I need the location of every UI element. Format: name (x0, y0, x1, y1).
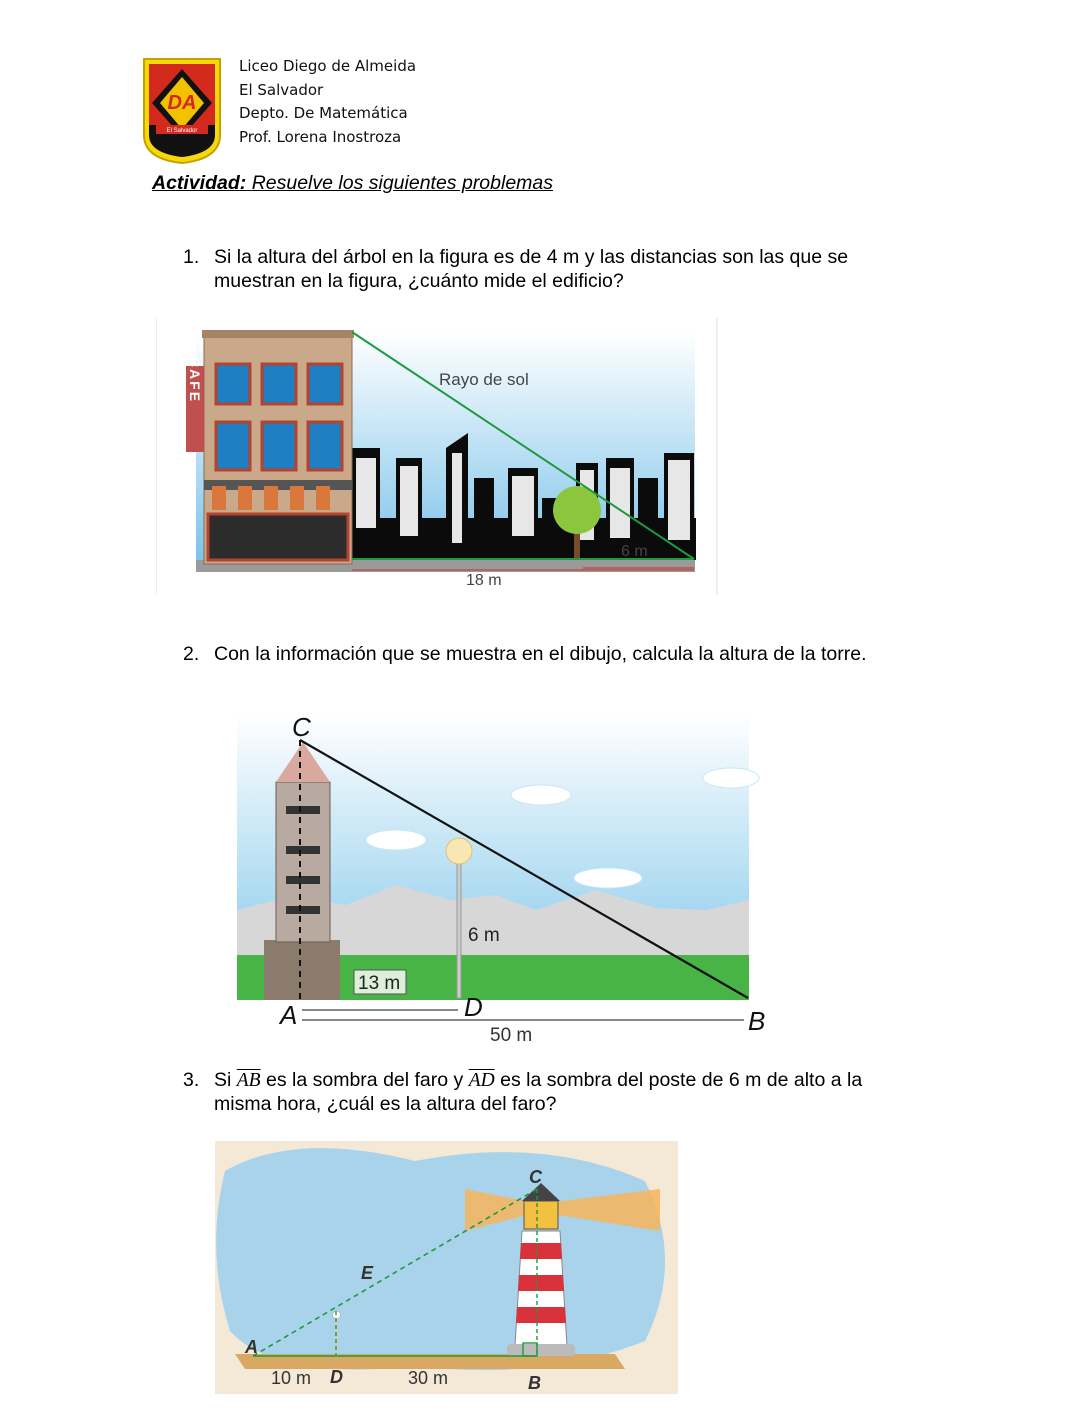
point-a: A (245, 1337, 258, 1357)
teacher: Prof. Lorena Inostroza (239, 127, 402, 146)
problem-2-text: Con la información que se muestra en el dibujo, calcula la altura de la torre. (214, 643, 867, 665)
segment-ad: $\overline{AD}$ (468, 1070, 495, 1091)
figure-building-shadow (156, 318, 718, 595)
figure-tower (236, 710, 766, 1045)
point-a: A (280, 1000, 298, 1030)
school-city: El Salvador (239, 80, 324, 99)
problem-3-line-2: misma hora, ¿cuál es la altura del faro? (214, 1093, 557, 1115)
logo-initials: DA (167, 92, 197, 114)
ad-distance-label: 13 m (358, 973, 401, 994)
problem-3-number: 3. (183, 1069, 200, 1091)
problem-2 (183, 642, 943, 668)
building (186, 330, 354, 564)
point-b: B (528, 1373, 541, 1393)
school-logo (142, 55, 222, 165)
problem-3-mid: es la sombra del faro y (266, 1069, 464, 1091)
activity-title (152, 172, 553, 195)
problem-3 (183, 1068, 983, 1118)
db-distance-label: 30 m (408, 1368, 449, 1388)
problem-1 (183, 245, 923, 295)
problem-2-number: 2. (183, 643, 200, 665)
figure-lighthouse (215, 1141, 679, 1395)
segment-ab: $\overline{AB}$ (236, 1070, 261, 1091)
problem-1-text: Si la altura del árbol en la figura es de 4 m y las distancias son las que se muestran en la figura, ¿cuánto mide el edificio? (214, 246, 849, 292)
school-header (239, 55, 416, 149)
department: Depto. De Matemática (239, 104, 408, 122)
point-c: C (529, 1167, 542, 1187)
pole-height-label: 6 m (468, 925, 500, 946)
short-distance-label: 6 m (621, 543, 648, 560)
problem-3-pre: Si (214, 1069, 232, 1091)
problem-3-post: es la sombra del poste de 6 m de alto a la (500, 1069, 863, 1091)
point-e: E (361, 1263, 374, 1283)
point-b: B (748, 1006, 766, 1036)
point-d: D (330, 1367, 343, 1387)
problem-3-line-1 (214, 1068, 862, 1093)
school-name: Liceo Diego de Almeida (239, 57, 417, 75)
activity-instruction: Resuelve los siguientes problemas (251, 172, 554, 194)
point-d: D (464, 992, 483, 1022)
ad-distance-label: 10 m (271, 1368, 312, 1388)
activity-label: Actividad: (152, 172, 247, 194)
problem-1-number: 1. (183, 246, 200, 268)
point-c: C (292, 712, 311, 742)
logo-banner: El Salvador (166, 128, 198, 134)
ray-label: Rayo de sol (439, 370, 529, 389)
long-distance-label: 18 m (466, 572, 502, 589)
ab-distance-label: 50 m (490, 1025, 533, 1045)
cafe-sign: CAFE (187, 356, 203, 404)
